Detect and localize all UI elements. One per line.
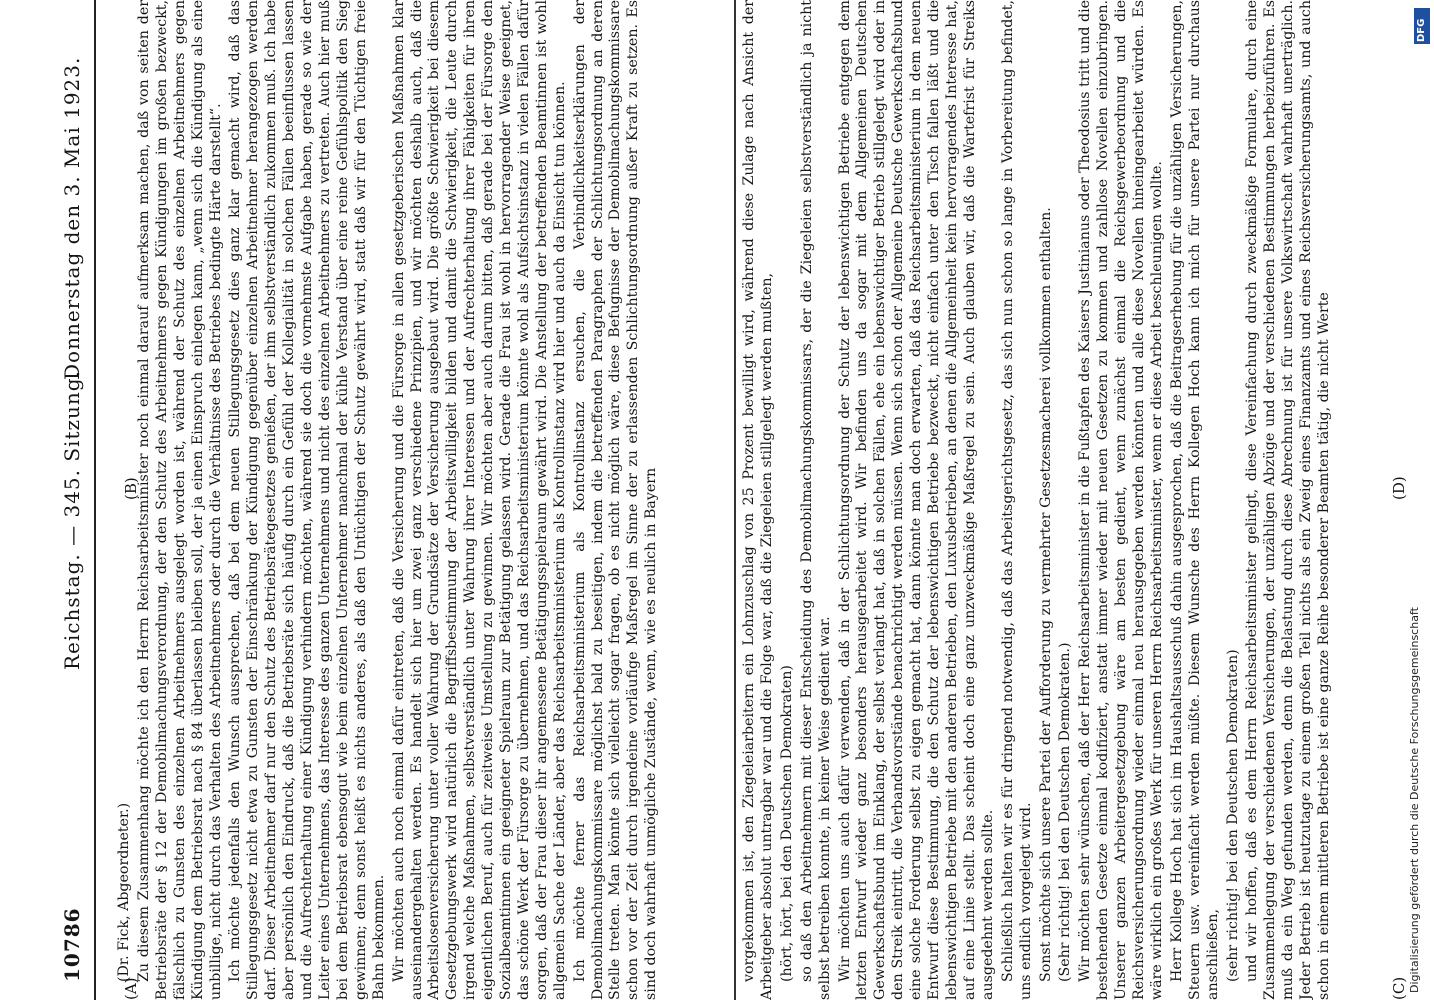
header-rule bbox=[94, 0, 96, 1000]
paragraph: so daß den Arbeitnehmern mit dieser Entscheidung des Demobilmachungskommissars, der die Ziegeleien selbstverständlich ja nicht selbst betreiben konnte, in keiner Weise gedient war. bbox=[798, 0, 833, 1000]
session-title: Reichstag. — 345. Sitzung. bbox=[60, 370, 84, 670]
paragraph: (sehr richtig! bei den Deutschen Demokraten) bbox=[1224, 649, 1241, 982]
paragraph: Sonst möchte sich unsere Partei der Aufforderung zu vermehrter Gesetzesmacherei vollkommen enthalten. bbox=[1037, 207, 1054, 982]
digitization-credit bbox=[1404, 8, 1432, 993]
page-number: 10786 bbox=[60, 907, 84, 982]
marker-b: (B) bbox=[122, 477, 140, 500]
paragraph: vorgekommen ist, den Ziegeleiarbeitern ein Lohnzuschlag von 25 Prozent bewilligt wird, während diese Zulage nach Ansicht der Arbeitgeber absolut untragbar war und die Folge war, daß die Ziegeleien stillgelegt werden mußten, bbox=[741, 0, 775, 1000]
right-column bbox=[741, 0, 1361, 1000]
paragraph: Ich möchte jedenfalls den Wunsch aussprechen, daß bei dem neuen Stillegungsgesetz dies ganz klar gemacht wird, daß das Stillegungsgesetz nicht etwa zu Gunsten der Einschränkung der Kündigung gegenüber einzelnen Arbeitnehmer herangezogen werden darf. Dieser Arbeitnehmer darf nur den Schutz des Betriebsrätegesetzes genießen, der ihm selbstverständlich zukommen muß. Ich habe aber persönlich den Eindruck, daß die Betriebsräte sich häufig durch ein Gefühl der Kollegialität in solchen Fällen beeinflussen lassen und die Aufrechterhaltung einer Kündigung verhindern möchten, während sie doch die vornehmste Aufgabe haben, gerade so wie der Leiter eines Unternehmens, das Interesse des ganzen Unternehmens und nicht des einzelnen Arbeitnehmers zu vertreten. Auch hier muß bei dem Betriebsrat ebensogut wie beim einzelnen Unternehmer manchmal der kühle Verstand über eine reine Gefühlspolitik den Sieg gewinnen; denn sonst heißt es nichts anderes, als daß den Untüchtigen der Schutz gewährt wird, statt daß wir für den Tüchtigen freie Bahn bekommen. bbox=[227, 0, 387, 1000]
marker-a: (A) bbox=[122, 977, 140, 1000]
paragraph: Herr Kollege Hoch hat sich im Haushaltsausschuß dahin ausgesprochen, daß die Beitragserhebung für die unzähligen Versicherungen, Steuern usw. vereinfacht werden müßte. Diesem Wunsche des Herrn Kollegen Hoch kann ich mich für unsere Partei nur durchaus anschließen, bbox=[1168, 0, 1221, 1000]
paragraph: Wir möchten uns auch dafür verwenden, daß in der Schlichtungsordnung der Schutz der lebenswichtigen Betriebe entgegen dem letzten Entwurf wieder ganz besonders herausgearbeitet wird. Wir befinden uns da sogar mit dem Allgemeinen Deutschen Gewerkschaftsbund im Einklang, der selbst verlangt hat, daß in solchen Fällen, ehe ein lebenswichtiger Betrieb stillgelegt wird oder in den Streik eintritt, die Verbandsvorstände benachrichtigt werden müssen. Wenn sich schon der Allgemeine Deutsche Gewerkschaftsbund eine solche Forderung selbst zu eigen gemacht hat, dann könnte man doch erwarten, daß das Reichsarbeitsministerium in dem neuen Entwurf diese Bestimmung, die den Schutz der lebenswichtigen Betriebe bezweckt, nicht einfach unter den Tisch fallen läßt und die lebenswichtigen Betriebe mit den anderen Betrieben, den Luxusbetrieben, an denen die Allgemeinheit kein hervorragendes Interesse hat, auf eine Linie stellt. Das scheint doch eine ganz unzweckmäßige Maßregel zu sein. Auch glauben wir, daß die Wartefrist für Streiks ausgedehnt werden sollte. bbox=[836, 0, 996, 1000]
paragraph: (hört, hört, bei den Deutschen Demokraten) bbox=[778, 665, 795, 982]
paragraph: (Dr. Fick, Abgeordneter.) bbox=[116, 802, 132, 982]
marker-c: (C) bbox=[1390, 976, 1408, 1000]
dfg-logo bbox=[1414, 8, 1430, 44]
rotated-newspaper-sheet bbox=[10, 0, 1420, 1000]
paragraph: Wir möchten auch noch einmal dafür eintreten, daß die Versicherung und die Fürsorge in allen gesetzgeberischen Maßnahmen klar auseinandergehalten werden. Es handelt sich hier um zwei ganz verschiedene Prinzipien, und wir möchten deshalb auch, daß die Arbeitslosenversicherung unter voller Wahrung der Grundsätze der Versicherung ausgebaut wird. Die größte Schwierigkeit bei diesem Gesetzgebungswerk wird natürlich die Begriffsbestimmung der Arbeitswilligkeit bilden und damit die Schwierigkeit, die Leute durch irgend welche Maßnahmen, selbstverständlich unter Wahrung ihrer Interessen und der Aufrechterhaltung ihrer Fähigkeiten für ihren eigentlichen Beruf, auch für zeitweise Umstellung zu gewinnen. Wir möchten aber auch darum bitten, daß gerade bei der Fürsorge den Sozialbeamtinnen ein geeigneter Spielraum zur Betätigung gelassen wird. Gerade die Frau ist wohl in hervorragender Weise geeignet, das schöne Werk der Fürsorge zu übernehmen, und das Reichsarbeitsministerium könnte wohl als Aufsichtsinstanz in vielen Fällen dafür sorgen, daß der Frau dieser ihr angemessene Betätigungsspielraum gewährt wird. Die Anstellung der betreffenden Beamtinnen ist wohl allgemein Sache der Länder, aber das Reichsarbeitsministerium als Kontrollinstanz wird hier und auch da Einsicht tun können. bbox=[390, 0, 568, 1000]
column-divider bbox=[734, 0, 736, 1000]
text-columns bbox=[106, 0, 1396, 1000]
marker-d: (D) bbox=[1390, 476, 1408, 500]
paragraph: Wir möchten sehr wünschen, daß der Herr Reichsarbeitsminister in die Fußtapfen des Kaisers Justinianus oder Theodosius tritt und die bestehenden Gesetze einmal kodifiziert, anstatt immer wieder mit neuen Gesetzen zu kommen und zahllose Novellen einzubringen. Unserer ganzen Arbeitergesetzgebung wäre am besten gedient, wenn zunächst einmal die Reichsgewerbeordnung und die Reichsversicherungsordnung wieder einmal neu herausgegeben werden könnten und alle diese Novellen hineingearbeitet würden. Es wäre wirklich ein großes Werk für unseren Herrn Reichsarbeitsminister, wenn er diese Arbeit beschleunigen wollte. bbox=[1077, 0, 1165, 1000]
credit-text: Digitalisierung gefördert durch die Deutsche Forschungsgemeinschaft bbox=[1408, 607, 1421, 993]
paragraph: Zu diesem Zusammenhang möchte ich den Herrn Reichsarbeitsminister noch einmal darauf aufmerksam machen, daß von seiten der Betriebsräte der § 12 der Demobilmachungsverordnung, der den Schutz des Arbeitnehmers gegen Kündigungen im großen bezweckt, fälschlich zu Gunsten des einzelnen Arbeitnehmers ausgelegt worden ist, während der Schutz des einzelnen Arbeitnehmers gegen Kündigung dem Betriebsrat nach § 84 überlassen bleiben soll, der ja einen Einspruch einlegen kann, „wenn sich die Kündigung als eine unbillige, nicht durch das Verhalten des Arbeitnehmers oder durch die Verhältnisse des Betriebes bedingte Härte darstellt“. bbox=[135, 0, 224, 1000]
paragraph: Schließlich halten wir es für dringend notwendig, daß das Arbeitsgerichtsgesetz, das sich nun schon so lange in Vorbereitung befindet, uns endlich vorgelegt wird. bbox=[999, 0, 1034, 1000]
page-header bbox=[50, 0, 92, 1000]
paragraph: und wir hoffen, daß es dem Herrn Reichsarbeitsminister gelingt, diese Vereinfachung durch zweckmäßige Formulare, durch eine Zusammenlegung der verschiedenen Versicherungen, der unzähligen Abzüge und der verschiedenen Bestimmungen herbeizuführen. Es muß da ein Weg gefunden werden, denn die Belastung durch diese Abrechnung ist für unsere Volkswirtschaft wahrhaft unerträglich. Jeder Betrieb ist heutzutage zu einem großen Teil nichts als ein Zweig eines Finanzamts und eines Reichsversicherungsamts, und auch schon in einem mittleren Betriebe ist eine ganze Reihe besonderer Beamten tätig, die nicht Werte bbox=[1244, 0, 1333, 1000]
left-column bbox=[116, 0, 736, 1000]
paragraph: Ich möchte ferner das Reichsarbeitsministerium als Kontrollinstanz ersuchen, die Verbindlichkeitserklärungen der Demobilmachungskommissare möglichst bald zu beseitigen, indem die betreffenden Paragraphen der Schlichtungsordnung an deren Stelle treten. Man könnte sich vielleicht sogar fragen, ob es nicht möglich wäre, diese Befugnisse der Demobilmachungskommissare schon vor der Zeit durch irgendeine vorläufige Maßregel im Sinne der zu erlassenden Schlichtungsordnung außer Kraft zu setzen. Es sind doch wahrhaft unmögliche Zustände, wenn, wie es neulich in Bayern bbox=[571, 0, 660, 1000]
dfg-label: DFG bbox=[1416, 18, 1427, 42]
session-date: Donnerstag den 3. Mai 1923. bbox=[60, 56, 84, 380]
paragraph: (Sehr richtig! bei den Deutschen Demokraten.) bbox=[1057, 642, 1074, 982]
